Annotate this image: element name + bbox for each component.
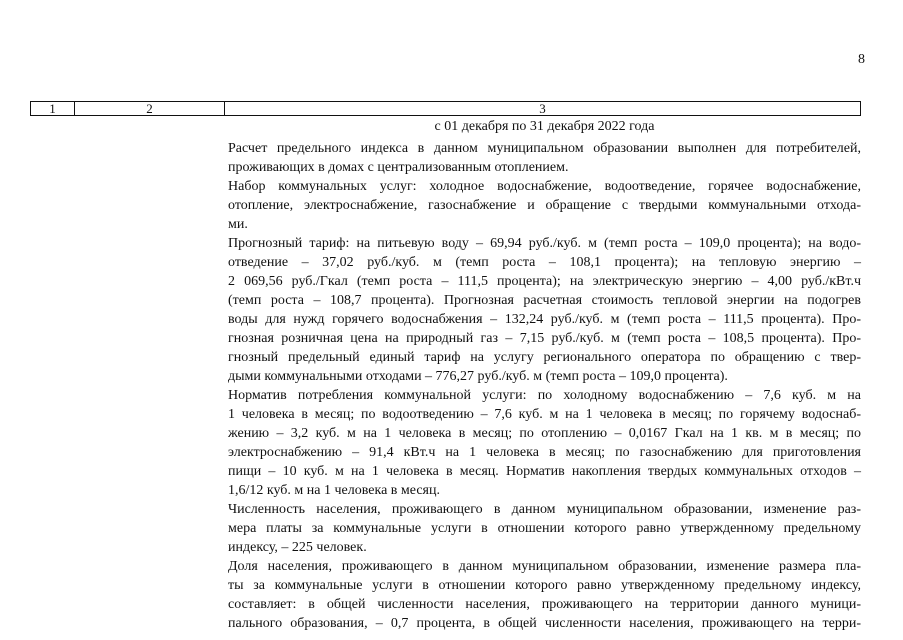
paragraph — [228, 557, 861, 633]
text-line: ты за коммунальные услуги в отношении которого равно утвержденному предельному индексу, — [228, 578, 861, 593]
text-line: составляет: в общей численности населения, проживающего на территории данного муници- — [228, 597, 861, 612]
text-line: Расчет предельного индекса в данном муниципальном образовании выполнен для потребителей, — [228, 141, 861, 156]
text-line: Численность населения, проживающего в данном муниципальном образовании, изменение раз- — [228, 502, 861, 517]
text-line: гнозный предельный единый тариф на услугу регионального оператора по обращению с твер- — [228, 350, 861, 365]
text-line: мера платы за коммунальные услуги в отношении которого равно утвержденному предельному — [228, 521, 861, 536]
text-line: пищи – 10 куб. м на 1 человека в месяц. Норматив накопления твердых коммунальных отходов – — [228, 464, 861, 479]
paragraph — [228, 500, 861, 557]
document-body — [228, 139, 861, 633]
text-line: 1 человека в месяц; по водоотведению – 7,6 куб. м на 1 человека в месяц; по горячему водоснаб- — [228, 407, 861, 422]
paragraph — [228, 177, 861, 234]
text-line: проживающих в домах с централизованным отоплением. — [228, 160, 569, 175]
page-number: 8 — [858, 52, 865, 67]
text-line: Доля населения, проживающего в данном муниципальном образовании, изменение размера пла- — [228, 559, 861, 574]
table-header-col-3: 3 — [225, 102, 861, 116]
text-line: Набор коммунальных услуг: холодное водоснабжение, водоотведение, горячее водоснабжение, — [228, 179, 861, 194]
text-line: электроснабжению – 91,4 кВт.ч на 1 человека в месяц; по газоснабжению для приготовления — [228, 445, 861, 460]
period-heading: с 01 декабря по 31 декабря 2022 года — [434, 119, 655, 134]
text-line: Прогнозный тариф: на питьевую воду – 69,94 руб./куб. м (темп роста – 109,0 процента); на водо- — [228, 236, 861, 251]
text-line: жению – 3,2 куб. м на 1 человека в месяц; по отоплению – 0,0167 Гкал на 1 кв. м в месяц; по — [228, 426, 861, 441]
text-line: Норматив потребления коммунальной услуги: по холодному водоснабжению – 7,6 куб. м на — [228, 388, 861, 403]
table-header-col-2: 2 — [75, 102, 225, 116]
table-header-col-1: 1 — [31, 102, 75, 116]
text-line: гнозная розничная цена на природный газ – 7,15 руб./куб. м (темп роста – 108,5 процента). Про- — [228, 331, 861, 346]
paragraph — [228, 139, 861, 177]
paragraph — [228, 386, 861, 500]
text-line: воды для нужд горячего водоснабжения – 132,24 руб./куб. м (темп роста – 111,5 процента). Про- — [228, 312, 861, 327]
text-line: отопление, электроснабжение, газоснабжение и обращение с твердыми коммунальными отхода- — [228, 198, 861, 213]
text-line: индексу, – 225 человек. — [228, 540, 367, 555]
paragraph — [228, 234, 861, 386]
text-line: дыми коммунальными отходами – 776,27 руб./куб. м (темп роста – 109,0 процента). — [228, 369, 728, 384]
text-line: (темп роста – 108,7 процента). Прогнозная расчетная стоимость тепловой энергии на подогрев — [228, 293, 861, 308]
text-line: ми. — [228, 217, 248, 232]
table-header — [30, 101, 861, 116]
text-line: отведение – 37,02 руб./куб. м (темп роста – 108,1 процента); на тепловую энергию – — [228, 255, 861, 270]
text-line: пального образования, – 0,7 процента, в общей численности населения, проживающего на терри- — [228, 616, 861, 631]
text-line: 2 069,56 руб./Гкал (темп роста – 111,5 процента); на электрическую энергию – 4,00 руб./кВт.ч — [228, 274, 861, 289]
text-line: 1,6/12 куб. м на 1 человека в месяц. — [228, 483, 440, 498]
